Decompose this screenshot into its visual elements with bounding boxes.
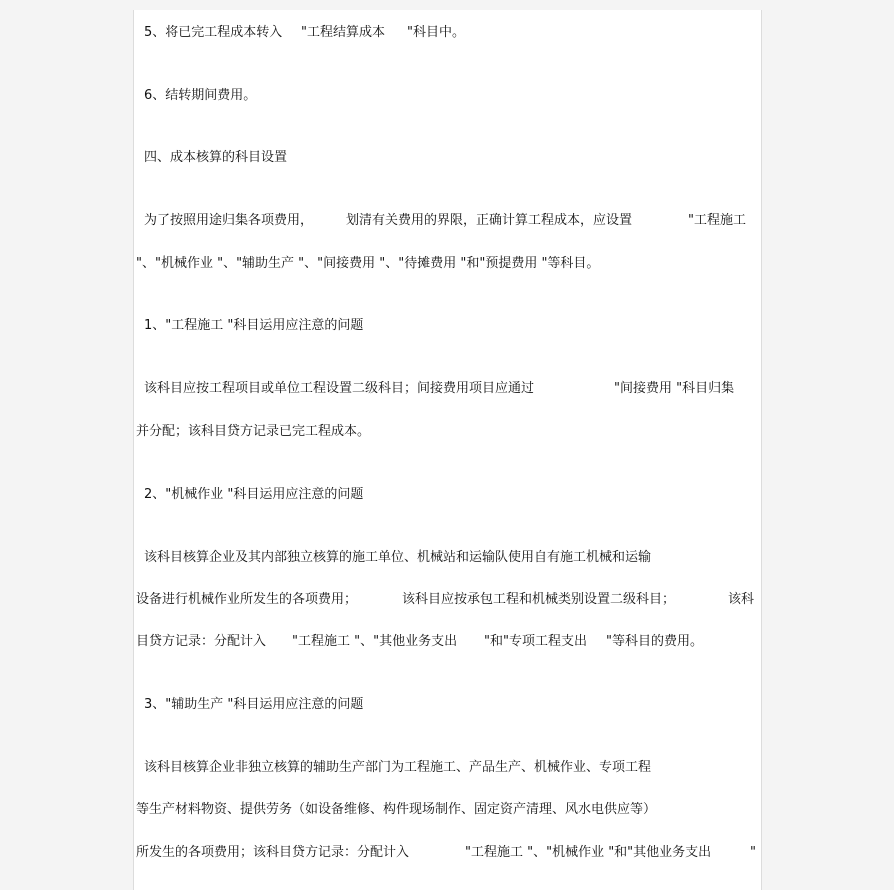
line-11-part-c: 该科 [728,592,755,607]
line-11-part-a: 设备进行机械作业所发生的各项费用； [136,592,358,607]
line-2-part-a: 6、结转期间费用。 [144,88,257,103]
line-4-part-c: "工程施工 [688,213,746,228]
line-1-part-c: "科目中。 [407,25,465,40]
line-9-part-a: 2、"机械作业 "科目运用应注意的问题 [144,487,364,502]
line-11-part-b: 该科目应按承包工程和机械类别设置二级科目； [402,592,676,607]
line-15-part-a: 等生产材料物资、提供劳务（如设备维修、构件现场制作、固定资产清理、风水电供应等） [136,802,657,817]
line-13-part-a: 3、"辅助生产 "科目运用应注意的问题 [144,697,364,712]
line-12-part-a: 目贷方记录：分配计入 [136,634,267,649]
line-7-part-a: 该科目应按工程项目或单位工程设置二级科目；间接费用项目应通过 [144,381,535,396]
line-8-part-a: 并分配；该科目贷方记录已完工程成本。 [136,424,371,439]
line-12-part-d: "等科目的费用。 [606,634,703,649]
document-page [133,10,762,890]
line-16-part-b: "工程施工 "、"机械作业 "和"其他业务支出 [465,845,712,860]
line-5-part-a: "、"机械作业 "、"辅助生产 "、"间接费用 "、"待摊费用 "和"预提费用 "等科目。 [136,256,600,271]
line-10-part-a: 该科目核算企业及其内部独立核算的施工单位、机械站和运输队使用自有施工机械和运输 [144,550,652,565]
line-1-part-b: "工程结算成本 [301,25,385,40]
line-3-part-a: 四、成本核算的科目设置 [144,150,288,165]
line-7-part-b: "间接费用 "科目归集 [614,381,735,396]
line-12-part-b: "工程施工 "、"其他业务支出 [292,634,458,649]
line-16-part-a: 所发生的各项费用；该科目贷方记录：分配计入 [136,845,410,860]
line-1-part-a: 5、将已完工程成本转入 [144,25,283,40]
line-6-part-a: 1、"工程施工 "科目运用应注意的问题 [144,318,364,333]
line-14-part-a: 该科目核算企业非独立核算的辅助生产部门为工程施工、产品生产、机械作业、专项工程 [144,760,652,775]
line-16-part-c: " [750,845,756,860]
line-4-part-b: 划清有关费用的界限，正确计算工程成本，应设置 [346,213,633,228]
line-4-part-a: 为了按照用途归集各项费用， [144,213,314,228]
line-12-part-c: "和"专项工程支出 [484,634,587,649]
